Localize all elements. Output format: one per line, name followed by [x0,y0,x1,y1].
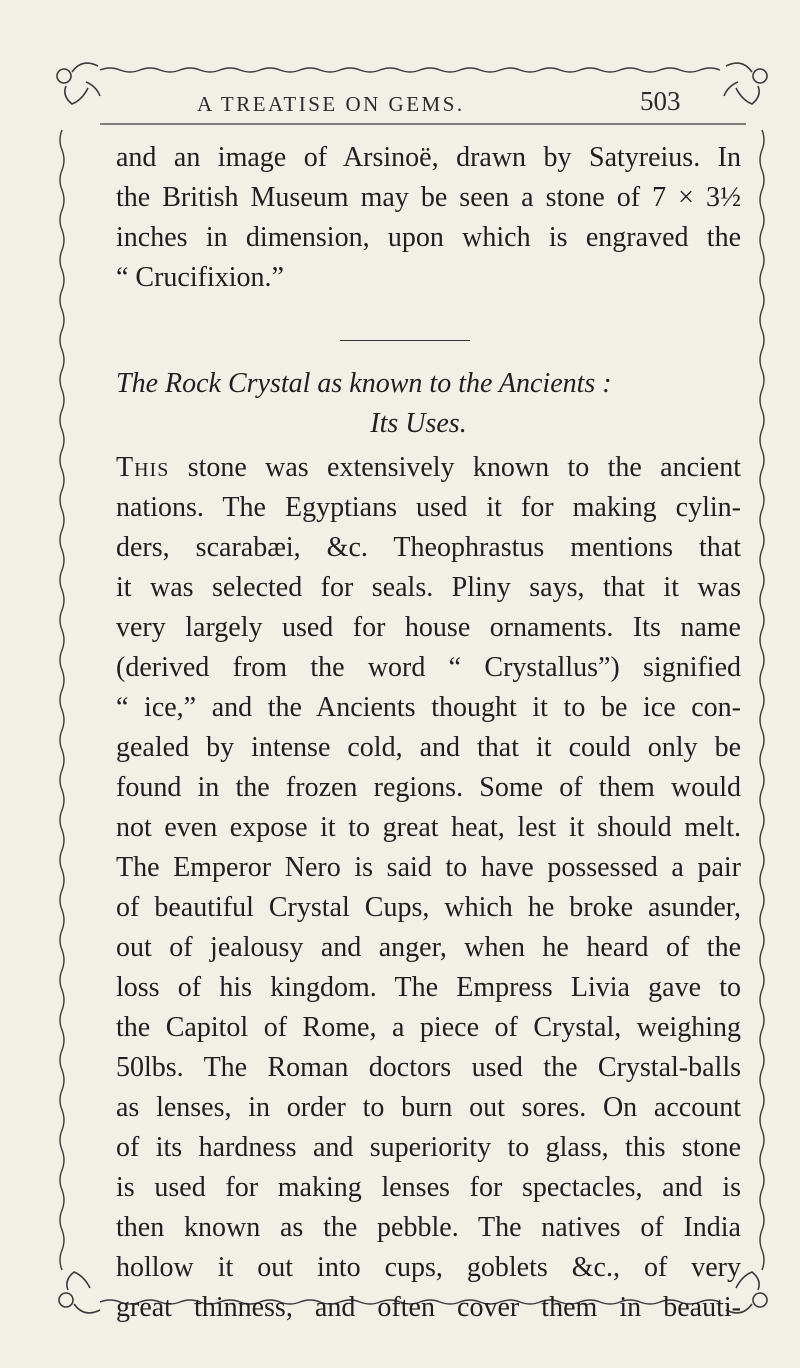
text-line: out of jealousy and anger, when he heard of the [116,932,741,963]
heading-line: The Rock Crystal as known to the Ancients : [116,368,612,399]
text-line: gealed by intense cold, and that it could only be [116,732,741,763]
text-line: “ Crucifixion.” [116,262,284,293]
running-title: A TREATISE ON GEMS. [197,92,465,116]
text-line: hollow it out into cups, goblets &c., of very [116,1252,741,1283]
text-line: as lenses, in order to burn out sores. On account [116,1092,741,1123]
text-line: of its hardness and superiority to glass, this stone [116,1132,741,1163]
text-line: then known as the pebble. The natives of India [116,1212,741,1243]
text-line: (derived from the word “ Crystallus”) signified [116,652,741,683]
section-body [116,448,741,1328]
text-line: is used for making lenses for spectacles, and is [116,1172,741,1203]
border-top-line [100,68,720,72]
text-line: and an image of Arsinoë, drawn by Satyreius. In [116,142,741,173]
first-word: This [116,452,170,483]
page-number: 503 [640,86,681,116]
text-line: ders, scarabæi, &c. Theophrastus mentions that [116,532,741,563]
text-line: of beautiful Crystal Cups, which he broke asunder, [116,892,741,923]
text-line: 50lbs. The Roman doctors used the Crystal-balls [116,1052,741,1083]
border-right-line [760,130,764,1270]
running-head [0,86,800,122]
text-line: the British Museum may be seen a stone of 7 × 3½ [116,182,741,213]
text-line: the Capitol of Rome, a piece of Crystal, weighing [116,1012,741,1043]
text-line: nations. The Egyptians used it for making cylin- [116,492,741,523]
intro-paragraph [116,138,741,298]
text-line: “ ice,” and the Ancients thought it to be ice con- [116,692,741,723]
text-line [116,448,741,488]
text-line: great thinness, and often cover them in beauti- [116,1292,741,1323]
text-line: it was selected for seals. Pliny says, that it was [116,572,741,603]
text-line: not even expose it to great heat, lest it should melt. [116,812,741,843]
text-line: inches in dimension, upon which is engraved the [116,222,741,253]
text-line: found in the frozen regions. Some of them would [116,772,741,803]
text-line: very largely used for house ornaments. Its name [116,612,741,643]
heading-line: Its Uses. [370,408,467,439]
text-fragment: stone was extensively known to the ancient [169,452,741,483]
text-line: loss of his kingdom. The Empress Livia gave to [116,972,741,1003]
border-left-line [60,130,64,1270]
text-line: The Emperor Nero is said to have possessed a pair [116,852,741,883]
section-heading [116,364,741,444]
section-divider [340,340,470,341]
corner-ornament-bottom-left [59,1272,100,1313]
